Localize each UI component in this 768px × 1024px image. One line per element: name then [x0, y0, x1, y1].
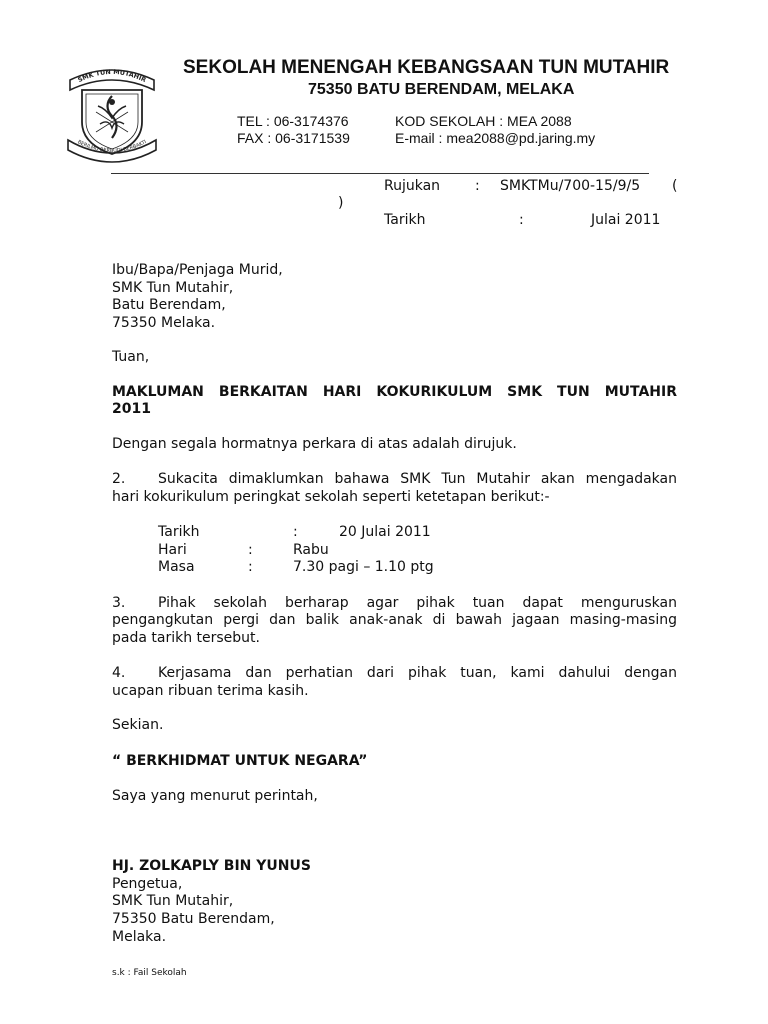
tarikh-label: Tarikh: [384, 212, 426, 228]
subject-line-1: MAKLUMAN BERKAITAN HARI KOKURIKULUM SMK TUN MUTAHIR: [112, 384, 677, 400]
rujukan-close-paren: ): [338, 195, 344, 211]
crest-bottom-text: BERILMU BERBUDI BERBAKTI: [76, 139, 148, 155]
crest-top-text: SMK TUN MUTAHIR: [76, 67, 148, 85]
detail-tarikh-label: Tarikh: [158, 524, 200, 540]
detail-masa-value: 7.30 pagi – 1.10 ptg: [293, 559, 434, 575]
school-crest-logo: [62, 62, 162, 170]
detail-tarikh-colon: :: [293, 524, 298, 540]
tarikh-colon: :: [519, 212, 524, 228]
paragraph-2-number: 2.: [112, 471, 126, 487]
signatory-name: HJ. ZOLKAPLY BIN YUNUS: [112, 858, 311, 874]
detail-hari-label: Hari: [158, 542, 187, 558]
paragraph-1: Dengan segala hormatnya perkara di atas adalah dirujuk.: [112, 436, 517, 452]
paragraph-2-line-1: Sukacita dimaklumkan bahawa SMK Tun Mutahir akan mengadakan: [158, 471, 677, 487]
svg-text:SMK TUN MUTAHIR: [77, 68, 148, 84]
recipient-line-2: SMK Tun Mutahir,: [112, 280, 234, 296]
paragraph-4-line-1: Kerjasama dan perhatian dari pihak tuan, kami dahului dengan: [158, 665, 677, 681]
detail-tarikh-value: 20 Julai 2011: [339, 524, 431, 540]
rujukan-value: SMKTMu/700-15/9/5: [500, 178, 641, 194]
subject-line-2: 2011: [112, 401, 151, 417]
tel-number: TEL : 06-3174376: [237, 113, 349, 129]
letterhead-divider: [111, 173, 649, 174]
email-address: E-mail : mea2088@pd.jaring.my: [395, 130, 596, 146]
detail-masa-colon: :: [248, 559, 253, 575]
paragraph-4-number: 4.: [112, 665, 126, 681]
svg-text:BERILMU BERBUDI BERBAKTI: [76, 139, 147, 154]
paragraph-3-number: 3.: [112, 595, 126, 611]
detail-masa-label: Masa: [158, 559, 195, 575]
rujukan-open-paren: (: [672, 178, 678, 194]
cc-note: s.k : Fail Sekolah: [112, 968, 187, 978]
school-address: 75350 BATU BERENDAM, MELAKA: [308, 81, 575, 98]
recipient-line-3: Batu Berendam,: [112, 297, 226, 313]
fax-number: FAX : 06-3171539: [237, 130, 350, 146]
signatory-address: 75350 Batu Berendam,: [112, 911, 275, 927]
paragraph-3-line-3: pada tarikh tersebut.: [112, 630, 260, 646]
signatory-title: Pengetua,: [112, 876, 183, 892]
school-code: KOD SEKOLAH : MEA 2088: [395, 113, 572, 129]
paragraph-2-line-2: hari kokurikulum peringkat sekolah seperti ketetapan berikut:-: [112, 489, 550, 505]
motto: “ BERKHIDMAT UNTUK NEGARA”: [112, 753, 368, 769]
detail-hari-colon: :: [248, 542, 253, 558]
school-name: SEKOLAH MENENGAH KEBANGSAAN TUN MUTAHIR: [183, 57, 670, 78]
paragraph-4-line-2: ucapan ribuan terima kasih.: [112, 683, 309, 699]
detail-hari-value: Rabu: [293, 542, 329, 558]
salutation: Tuan,: [112, 349, 150, 365]
rujukan-colon: :: [475, 178, 480, 194]
closing-text: Sekian.: [112, 717, 164, 733]
sign-off: Saya yang menurut perintah,: [112, 788, 318, 804]
paragraph-3-line-1: Pihak sekolah berharap agar pihak tuan dapat menguruskan: [158, 595, 677, 611]
tarikh-value: Julai 2011: [591, 212, 661, 228]
recipient-line-1: Ibu/Bapa/Penjaga Murid,: [112, 262, 283, 278]
rujukan-label: Rujukan: [384, 178, 441, 194]
signatory-org: SMK Tun Mutahir,: [112, 893, 234, 909]
paragraph-3-line-2: pengangkutan pergi dan balik anak-anak di bawah jagaan masing-masing: [112, 612, 677, 628]
signatory-state: Melaka.: [112, 929, 167, 945]
recipient-line-4: 75350 Melaka.: [112, 315, 216, 331]
